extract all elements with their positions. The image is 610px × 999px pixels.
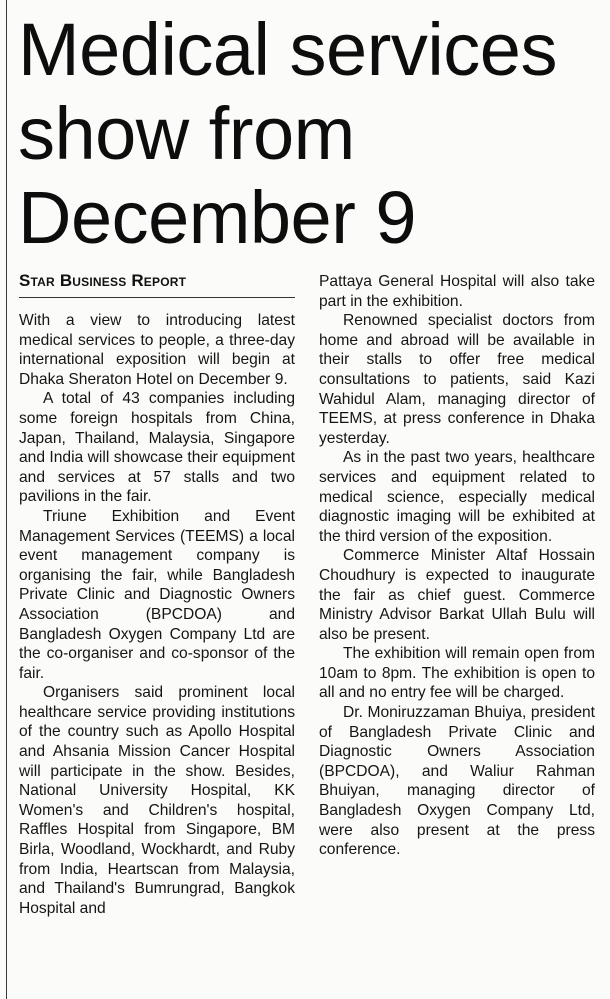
paragraph: Dr. Moniruzzaman Bhuiya, president of Bangladesh Private Clinic and Diagnostic Owners Association (BPCDOA), and Waliur Rahman Bhuiyan, managing director of Bangladesh Oxygen Company Ltd, were also present at the press conference. — [319, 704, 595, 859]
article-column-right — [319, 272, 595, 860]
paragraph: Organisers said prominent local healthcare service providing institutions of the country such as Apollo Hospital and Ahsania Mission Cancer Hospital will participate in the show. Besides, National University Hospital, KK Women's and Children's hospital, Raffles Hospital from Singapore, BM Birla, Woodland, Wockhardt, and Ruby from India, Heartscan from Malaysia, and Thailand's Bumrungrad, Bangkok Hospital and — [19, 684, 295, 917]
headline-line: Medical services — [18, 8, 557, 91]
column-divider-rule — [6, 0, 7, 999]
article-column-left — [19, 311, 295, 918]
paragraph: Renowned specialist doctors from home and abroad will be available in their stalls to offer free medical consultations to patients, said Kazi Wahidul Alam, managing director of TEEMS, at press conference in Dhaka yesterday. — [319, 312, 595, 447]
paragraph: Triune Exhibition and Event Management Services (TEEMS) a local event management company is organising the fair, while Bangladesh Private Clinic and Diagnostic Owners Association (BPCDOA) and Bangladesh Oxygen Company Ltd are the co-organiser and co-sponsor of the fair. — [19, 507, 295, 682]
paragraph: With a view to introducing latest medical services to people, a three-day international exposition will begin at Dhaka Sheraton Hotel on December 9. — [19, 312, 295, 388]
paragraph: Pattaya General Hospital will also take part in the exhibition. — [319, 273, 595, 310]
byline — [19, 271, 295, 298]
paragraph: Commerce Minister Altaf Hossain Choudhury is expected to inaugurate the fair as chief guest. Commerce Ministry Advisor Barkat Ullah Bulu will also be present. — [319, 547, 595, 643]
headline-line: December 9 — [18, 176, 417, 259]
headline-line: show from — [18, 92, 355, 175]
paragraph: As in the past two years, healthcare services and equipment related to medical science, especially medical diagnostic imaging will be exhibited at the third version of the exposition. — [319, 449, 595, 545]
headline — [18, 8, 608, 260]
paragraph: The exhibition will remain open from 10am to 8pm. The exhibition is open to all and no entry fee will be charged. — [319, 645, 595, 702]
byline-text: Star Business Report — [19, 271, 187, 290]
paragraph: A total of 43 companies including some foreign hospitals from China, Japan, Thailand, Malaysia, Singapore and India will showcase their equipment and services at 57 stalls and two pavilions in the fair. — [19, 390, 295, 506]
